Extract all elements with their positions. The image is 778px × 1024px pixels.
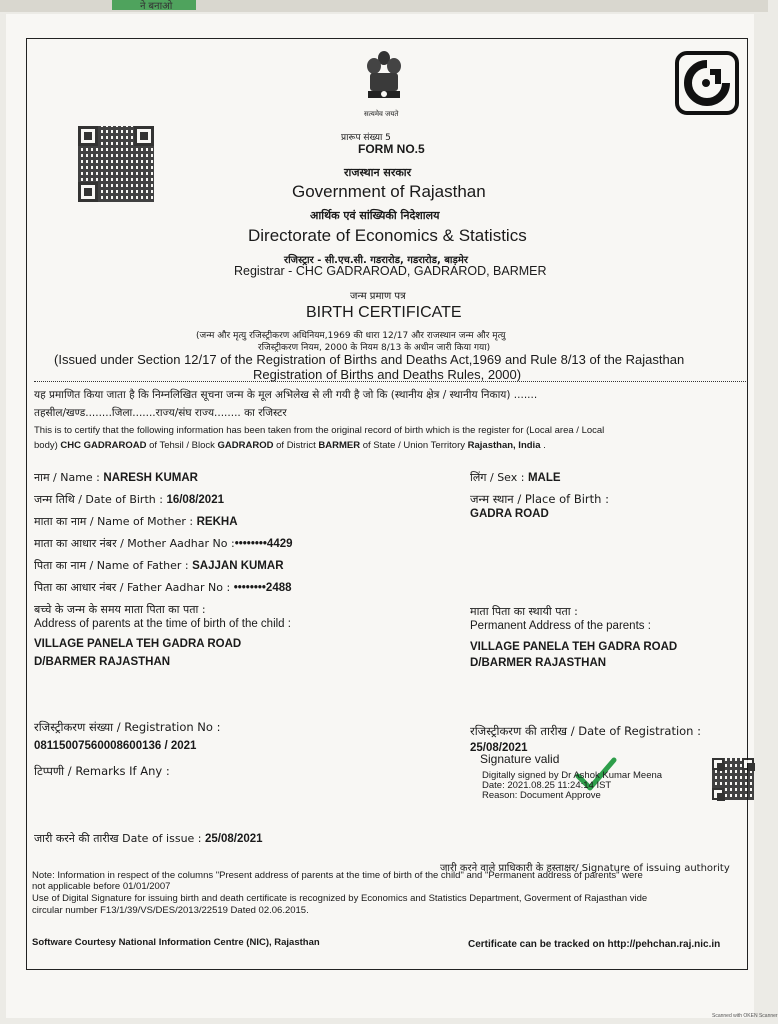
addr-birth-hi: बच्चे के जन्म के समय माता पिता का पता : [34,603,206,616]
certify-en-2: body) CHC GADRAROAD of Tehsil / Block GADRAROD of District BARMER of State / Union Territory Rajasthan, India . [34,440,546,451]
addr-perm-en: Permanent Address of the parents : [470,620,651,632]
separator-line [34,381,746,382]
addr-perm-hi: माता पिता का स्थायी पता : [470,605,578,618]
signature-date: Date: 2021.08.25 11:24:14 IST [482,780,612,791]
form-no-hi: प्रारूप संख्या 5 [341,133,391,143]
certificate-page [6,14,754,1018]
mother-name: REKHA [196,516,238,528]
pehchan-logo-icon [674,50,740,116]
top-strip-text: ने बनाओ [140,1,173,12]
child-name: NARESH KUMAR [103,472,198,484]
issue-date-field: जारी करने की तारीख Date of issue : 25/08/2021 [34,832,263,845]
background-strip [0,0,768,12]
mother-aadhar: ••••••••4429 [234,538,293,550]
tehsil: GADRAROD [217,440,274,451]
mother-field: माता का नाम / Name of Mother : REKHA [34,515,238,528]
local-body: CHC GADRAROAD [60,440,147,451]
date-of-birth: 16/08/2021 [166,494,224,506]
issued-en-2: Registration of Births and Deaths Rules, 2000) [253,367,522,382]
district: BARMER [318,440,361,451]
addr-birth-line2: D/BARMER RAJASTHAN [34,656,171,668]
place-of-birth-label: जन्म स्थान / Place of Birth : [470,492,609,506]
issued-hi-2: रजिस्ट्रीकरण नियम, 2000 के नियम 8/13 के अधीन जारी किया गया) [258,343,491,353]
father-field: पिता का नाम / Name of Father : SAJJAN KUMAR [34,559,284,572]
name-field: नाम / Name : NARESH KUMAR [34,471,198,484]
father-aadhar: ••••••••2488 [233,582,292,594]
addr-perm-line2: D/BARMER RAJASTHAN [470,657,607,669]
place-of-birth: GADRA ROAD [470,508,549,520]
issuing-authority-label: जारी करने वाले प्राधिकारी के हस्ताक्षर/ Signature of issuing authority [440,863,730,874]
sex-value: MALE [527,472,561,484]
registrar-hi: रजिस्ट्रार - सी.एच.सी. गडरारोड, गडरारोड, बाड़मेर [284,255,468,266]
emblem-motto: सत्यमेव जयते [364,110,399,118]
certify-hi-1: यह प्रमाणित किया जाता है कि निम्नलिखित सूचना जन्म के मूल अभिलेख से ली गयी है जो कि (स्थानीय क्षेत्र / स्थानीय निकाय) ....... [34,389,538,401]
certify-hi-2: तहसील/खण्ड........जिला.......राज्य/संघ राज्य........ का रजिस्टर [34,407,287,419]
note-line-1: Note: Information in respect of the columns "Present address of parents at the time of birth of the child" and "Permanent address of parents" were [32,870,643,881]
footer-courtesy: Software Courtesy National Information Centre (NIC), Rajasthan [32,937,320,948]
note-line-3: Use of Digital Signature for issuing birth and death certificate is recognized by Economics and Statistics Department, Goverment of Rajasthan vide [32,893,648,904]
signature-valid: Signature valid [480,752,560,766]
remarks-label: टिप्पणी / Remarks If Any : [34,764,170,778]
father-name: SAJJAN KUMAR [192,560,284,572]
sex-field: लिंग / Sex : MALE [470,471,561,484]
addr-birth-en: Address of parents at the time of birth of the child : [34,618,291,630]
qr-code-bottom [712,758,754,800]
scanner-watermark: Scanned with OKEN Scanner [712,1013,778,1019]
signature-reason: Reason: Document Approve [482,790,601,801]
note-line-2: not applicable before 01/01/2007 [32,881,171,892]
footer-tracking: Certificate can be tracked on http://pehchan.raj.nic.in [468,939,721,950]
mother-aadhar-field: माता का आधार नंबर / Mother Aadhar No :••••••••4429 [34,537,293,550]
note-line-4: circular number F13/1/39/VS/DES/2013/22519 Dated 02.06.2015. [32,905,309,916]
certify-en-1: This is to certify that the following information has been taken from the original record of birth which is the register for (Local area / Local [34,425,605,436]
issued-en-1: (Issued under Section 12/17 of the Registration of Births and Deaths Act,1969 and Rule 8/13 of the Rajasthan [54,352,685,367]
govt-title: Government of Rajasthan [292,182,486,201]
qr-code-top [78,126,154,202]
registration-date: 25/08/2021 [470,742,528,754]
issued-hi-1: (जन्म और मृत्यु रजिस्ट्रीकरण अधिनियम,1969 की धारा 12/17 और राजस्थान जन्म और मृत्यु [196,331,506,341]
addr-perm-line1: VILLAGE PANELA TEH GADRA ROAD [470,641,678,653]
signed-by: Digitally signed by Dr Ashok Kumar Meena [482,770,663,781]
directorate-hi: आर्थिक एवं सांख्यिकी निदेशालय [310,209,440,222]
father-aadhar-field: पिता का आधार नंबर / Father Aadhar No : ••••••••2488 [34,581,292,594]
dob-field: जन्म तिथि / Date of Birth : 16/08/2021 [34,493,224,506]
addr-birth-line1: VILLAGE PANELA TEH GADRA ROAD [34,638,242,650]
registration-number: 08115007560008600136 / 2021 [34,740,197,752]
reg-date-label: रजिस्ट्रीकरण की तारीख / Date of Registration : [470,724,702,738]
directorate-title: Directorate of Economics & Statistics [248,226,527,245]
certificate-title: BIRTH CERTIFICATE [306,304,462,321]
registrar: Registrar - CHC GADRAROAD, GADRAROD, BARMER [234,264,547,278]
title-hi: जन्म प्रमाण पत्र [350,291,406,302]
state: Rajasthan, India [467,440,541,451]
govt-hi: राजस्थान सरकार [344,166,412,179]
reg-no-label: रजिस्ट्रीकरण संख्या / Registration No : [34,720,221,734]
issue-date: 25/08/2021 [205,833,263,845]
form-no: FORM NO.5 [358,142,425,156]
